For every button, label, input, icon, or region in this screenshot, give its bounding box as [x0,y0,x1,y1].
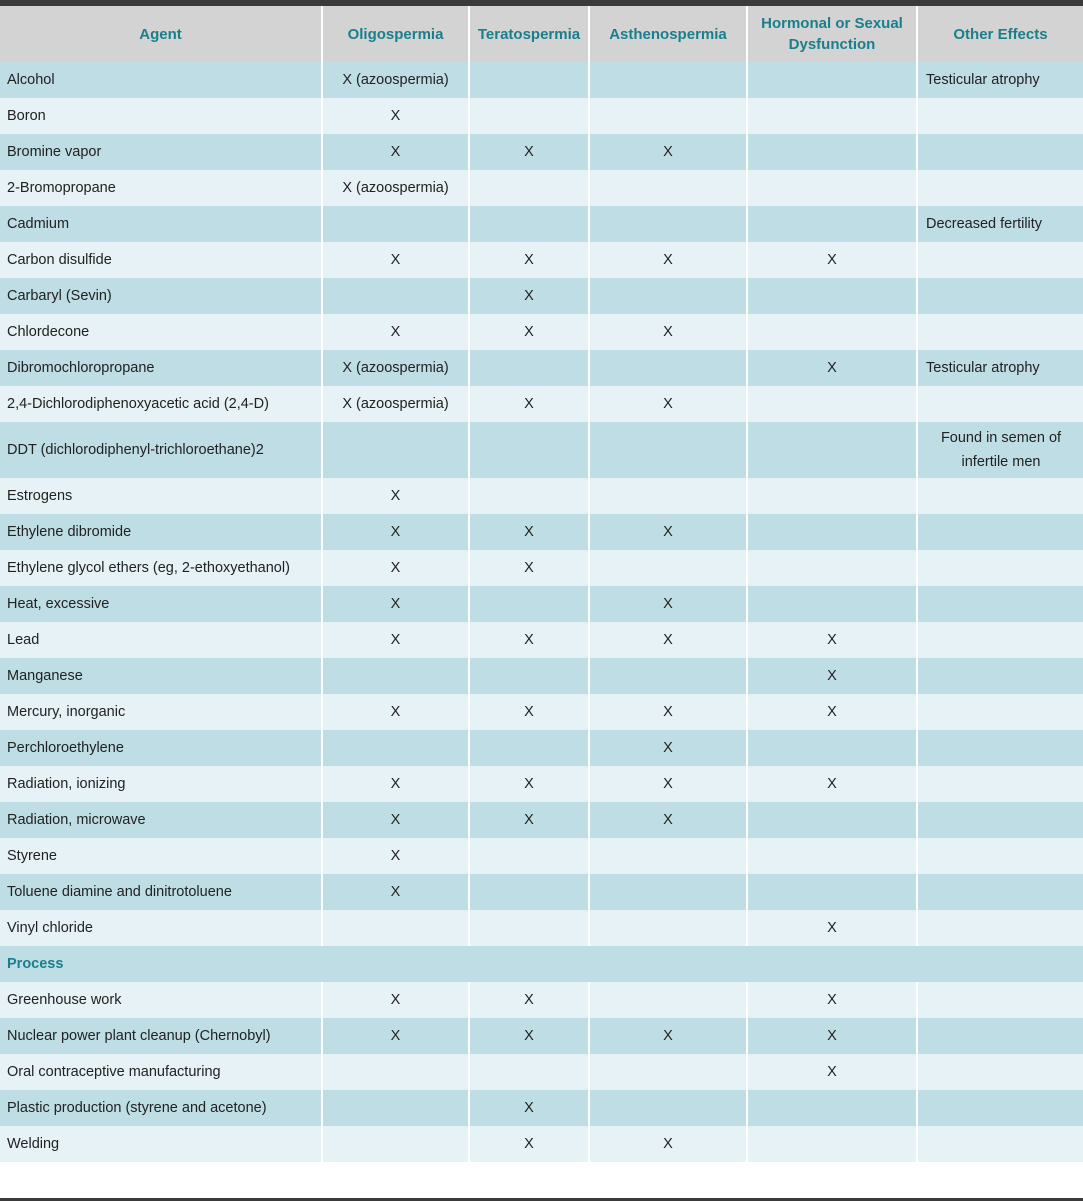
agent-name-cell: Boron [0,98,322,134]
table-row [0,586,1083,622]
other-effects-cell [917,838,1083,874]
oligospermia-cell: X [322,694,469,730]
teratospermia-cell: X [469,550,589,586]
oligospermia-cell: X [322,622,469,658]
asthenospermia-cell [589,62,747,98]
table-row [0,622,1083,658]
oligospermia-cell: X (azoospermia) [322,62,469,98]
asthenospermia-cell: X [589,622,747,658]
asthenospermia-cell [589,982,747,1018]
agent-name-cell: Styrene [0,838,322,874]
asthenospermia-cell [589,874,747,910]
oligospermia-cell: X [322,838,469,874]
teratospermia-cell: X [469,802,589,838]
asthenospermia-cell: X [589,514,747,550]
oligospermia-cell [322,658,469,694]
teratospermia-cell [469,478,589,514]
agent-name-cell: Radiation, microwave [0,802,322,838]
teratospermia-cell: X [469,514,589,550]
oligospermia-cell [322,910,469,946]
asthenospermia-cell [589,278,747,314]
teratospermia-cell: X [469,694,589,730]
hormonal-dysfunction-cell [747,98,917,134]
oligospermia-cell [322,1126,469,1162]
other-effects-cell [917,1126,1083,1162]
oligospermia-cell: X [322,874,469,910]
teratospermia-cell: X [469,982,589,1018]
asthenospermia-cell: X [589,242,747,278]
other-effects-cell [917,982,1083,1018]
hormonal-dysfunction-cell [747,314,917,350]
asthenospermia-cell: X [589,386,747,422]
teratospermia-cell: X [469,386,589,422]
teratospermia-cell: X [469,1090,589,1126]
column-header-oligospermia: Oligospermia [322,6,469,62]
agent-name-cell: Nuclear power plant cleanup (Chernobyl) [0,1018,322,1054]
asthenospermia-cell [589,1054,747,1090]
table-row [0,514,1083,550]
hormonal-dysfunction-cell [747,478,917,514]
hormonal-dysfunction-cell: X [747,622,917,658]
hormonal-dysfunction-cell [747,1090,917,1126]
asthenospermia-cell [589,206,747,242]
table-row [0,278,1083,314]
teratospermia-cell [469,350,589,386]
hormonal-dysfunction-cell [747,730,917,766]
asthenospermia-cell: X [589,766,747,802]
oligospermia-cell [322,1054,469,1090]
hormonal-dysfunction-cell [747,1126,917,1162]
table-row [0,874,1083,910]
teratospermia-cell: X [469,134,589,170]
agent-name-cell: Ethylene glycol ethers (eg, 2-ethoxyethanol) [0,550,322,586]
other-effects-cell [917,278,1083,314]
other-effects-cell [917,98,1083,134]
hormonal-dysfunction-cell: X [747,982,917,1018]
teratospermia-cell: X [469,242,589,278]
asthenospermia-cell [589,838,747,874]
other-effects-cell [917,550,1083,586]
other-effects-cell [917,658,1083,694]
oligospermia-cell: X [322,1018,469,1054]
table-row [0,730,1083,766]
oligospermia-cell [322,206,469,242]
hormonal-dysfunction-cell [747,550,917,586]
agent-name-cell: Vinyl chloride [0,910,322,946]
hormonal-dysfunction-cell [747,514,917,550]
oligospermia-cell: X [322,314,469,350]
table-row [0,386,1083,422]
asthenospermia-cell [589,658,747,694]
asthenospermia-cell [589,550,747,586]
oligospermia-cell: X (azoospermia) [322,386,469,422]
table-row [0,910,1083,946]
process-section-label: Process [0,946,1083,982]
agent-name-cell: DDT (dichlorodiphenyl-trichloroethane)2 [0,422,322,478]
table-row [0,838,1083,874]
oligospermia-cell: X [322,586,469,622]
table-row [0,170,1083,206]
table-row [0,1054,1083,1090]
agent-name-cell: Dibromochloropropane [0,350,322,386]
agent-name-cell: 2-Bromopropane [0,170,322,206]
teratospermia-cell [469,206,589,242]
asthenospermia-cell [589,98,747,134]
header-row [0,6,1083,62]
asthenospermia-cell: X [589,802,747,838]
teratospermia-cell [469,62,589,98]
hormonal-dysfunction-cell [747,586,917,622]
hormonal-dysfunction-cell [747,874,917,910]
hormonal-dysfunction-cell: X [747,658,917,694]
hormonal-dysfunction-cell: X [747,766,917,802]
asthenospermia-cell [589,1090,747,1126]
hormonal-dysfunction-cell [747,386,917,422]
teratospermia-cell: X [469,766,589,802]
table-row [0,766,1083,802]
column-header-other-effects: Other Effects [917,6,1083,62]
oligospermia-cell: X [322,98,469,134]
other-effects-cell [917,514,1083,550]
column-header-hormonal-dysfunction: Hormonal or Sexual Dysfunction [747,6,917,62]
table-body [0,62,1083,1162]
other-effects-cell [917,242,1083,278]
agent-name-cell: Carbaryl (Sevin) [0,278,322,314]
teratospermia-cell [469,586,589,622]
agent-name-cell: Cadmium [0,206,322,242]
agent-name-cell: Radiation, ionizing [0,766,322,802]
hormonal-dysfunction-cell: X [747,1018,917,1054]
oligospermia-cell: X (azoospermia) [322,170,469,206]
other-effects-cell [917,386,1083,422]
table-row [0,1126,1083,1162]
oligospermia-cell: X [322,982,469,1018]
hormonal-dysfunction-cell [747,422,917,478]
asthenospermia-cell: X [589,134,747,170]
column-header-agent: Agent [0,6,322,62]
teratospermia-cell [469,658,589,694]
hormonal-dysfunction-cell: X [747,350,917,386]
agent-name-cell: Toluene diamine and dinitrotoluene [0,874,322,910]
other-effects-cell: Decreased fertility [917,206,1083,242]
teratospermia-cell: X [469,1018,589,1054]
hormonal-dysfunction-cell: X [747,1054,917,1090]
other-effects-cell [917,1054,1083,1090]
asthenospermia-cell [589,170,747,206]
asthenospermia-cell [589,478,747,514]
teratospermia-cell: X [469,1126,589,1162]
teratospermia-cell [469,422,589,478]
table-row [0,1090,1083,1126]
table-row [0,802,1083,838]
asthenospermia-cell [589,422,747,478]
teratospermia-cell [469,874,589,910]
table-row [0,314,1083,350]
column-header-teratospermia: Teratospermia [469,6,589,62]
agent-name-cell: Chlordecone [0,314,322,350]
other-effects-cell [917,170,1083,206]
asthenospermia-cell: X [589,1018,747,1054]
hormonal-dysfunction-cell [747,838,917,874]
table-row [0,982,1083,1018]
teratospermia-cell [469,98,589,134]
other-effects-cell [917,134,1083,170]
hormonal-dysfunction-cell [747,62,917,98]
other-effects-cell: Found in semen of infertile men [917,422,1083,478]
other-effects-cell [917,694,1083,730]
table-row [0,1018,1083,1054]
agent-name-cell: Perchloroethylene [0,730,322,766]
agent-name-cell: Welding [0,1126,322,1162]
agent-name-cell: Heat, excessive [0,586,322,622]
oligospermia-cell: X [322,514,469,550]
hormonal-dysfunction-cell [747,802,917,838]
asthenospermia-cell: X [589,586,747,622]
asthenospermia-cell: X [589,314,747,350]
agent-name-cell: Plastic production (styrene and acetone) [0,1090,322,1126]
agent-name-cell: Carbon disulfide [0,242,322,278]
column-header-asthenospermia: Asthenospermia [589,6,747,62]
hormonal-dysfunction-cell [747,278,917,314]
table-row [0,550,1083,586]
table-row [0,242,1083,278]
agent-name-cell: Ethylene dibromide [0,514,322,550]
agent-name-cell: 2,4-Dichlorodiphenoxyacetic acid (2,4-D) [0,386,322,422]
oligospermia-cell [322,730,469,766]
table-row [0,658,1083,694]
agent-name-cell: Greenhouse work [0,982,322,1018]
table-row [0,62,1083,98]
oligospermia-cell [322,1090,469,1126]
asthenospermia-cell: X [589,730,747,766]
table-row [0,422,1083,478]
oligospermia-cell: X [322,478,469,514]
oligospermia-cell: X [322,802,469,838]
other-effects-cell: Testicular atrophy [917,350,1083,386]
other-effects-cell [917,730,1083,766]
teratospermia-cell [469,1054,589,1090]
oligospermia-cell: X [322,134,469,170]
agent-name-cell: Alcohol [0,62,322,98]
teratospermia-cell [469,170,589,206]
agent-name-cell: Mercury, inorganic [0,694,322,730]
oligospermia-cell [322,278,469,314]
agent-name-cell: Estrogens [0,478,322,514]
hormonal-dysfunction-cell [747,206,917,242]
teratospermia-cell [469,838,589,874]
other-effects-cell [917,802,1083,838]
table-row [0,206,1083,242]
teratospermia-cell [469,910,589,946]
hormonal-dysfunction-cell [747,170,917,206]
hormonal-dysfunction-cell: X [747,694,917,730]
hormonal-dysfunction-cell [747,134,917,170]
other-effects-cell: Testicular atrophy [917,62,1083,98]
other-effects-cell [917,314,1083,350]
process-section-row [0,946,1083,982]
teratospermia-cell [469,730,589,766]
oligospermia-cell: X [322,766,469,802]
table-row [0,134,1083,170]
teratospermia-cell: X [469,314,589,350]
table-row [0,98,1083,134]
oligospermia-cell: X [322,242,469,278]
agent-name-cell: Lead [0,622,322,658]
oligospermia-cell: X (azoospermia) [322,350,469,386]
teratospermia-cell: X [469,622,589,658]
asthenospermia-cell: X [589,694,747,730]
other-effects-cell [917,910,1083,946]
oligospermia-cell [322,422,469,478]
other-effects-cell [917,586,1083,622]
hormonal-dysfunction-cell: X [747,242,917,278]
table-row [0,694,1083,730]
teratospermia-cell: X [469,278,589,314]
other-effects-cell [917,1090,1083,1126]
reproductive-toxicants-table [0,6,1083,1162]
other-effects-cell [917,478,1083,514]
agent-name-cell: Oral contraceptive manufacturing [0,1054,322,1090]
other-effects-cell [917,874,1083,910]
other-effects-cell [917,622,1083,658]
asthenospermia-cell [589,350,747,386]
asthenospermia-cell: X [589,1126,747,1162]
table-row [0,350,1083,386]
other-effects-cell [917,766,1083,802]
agent-name-cell: Bromine vapor [0,134,322,170]
agent-name-cell: Manganese [0,658,322,694]
hormonal-dysfunction-cell: X [747,910,917,946]
oligospermia-cell: X [322,550,469,586]
asthenospermia-cell [589,910,747,946]
other-effects-cell [917,1018,1083,1054]
table-row [0,478,1083,514]
